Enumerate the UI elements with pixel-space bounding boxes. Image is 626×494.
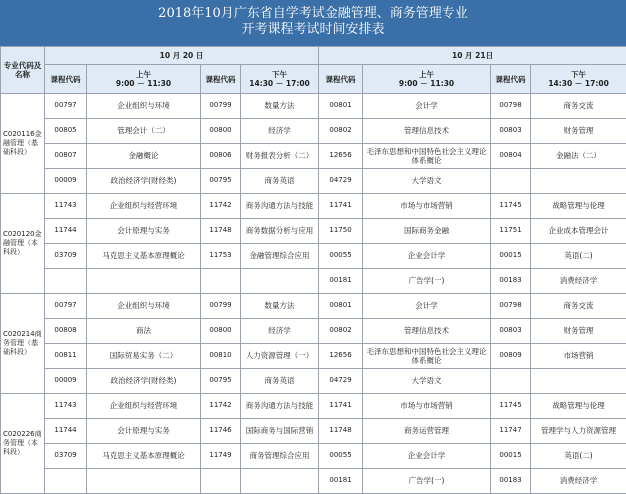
code-header: 课程代码 <box>491 65 531 94</box>
course-code: 11751 <box>491 218 531 243</box>
course-code: 00795 <box>201 368 241 393</box>
course-code: 11747 <box>491 418 531 443</box>
course-code: 00799 <box>201 93 241 118</box>
date-header-2: 10 月 21日 <box>319 47 626 65</box>
course-name: 战略管理与伦理 <box>531 193 626 218</box>
course-name: 企业成本管理会计 <box>531 218 626 243</box>
course-code: 11753 <box>201 243 241 268</box>
course-code: 00801 <box>319 93 363 118</box>
course-code: 12656 <box>319 343 363 368</box>
course-name: 财务报表分析（二） <box>241 143 319 168</box>
course-code: 00798 <box>491 293 531 318</box>
course-name: 会计原理与实务 <box>87 418 201 443</box>
course-code: 00015 <box>491 443 531 468</box>
course-name: 财务管理 <box>531 118 626 143</box>
course-code: 00055 <box>319 243 363 268</box>
table-row <box>1 243 626 268</box>
course-code: 00798 <box>491 93 531 118</box>
course-name: 管理信息技术 <box>363 318 491 343</box>
table-row <box>1 468 626 493</box>
course-code: 00800 <box>201 118 241 143</box>
course-name: 管理学与人力资源管理 <box>531 418 626 443</box>
course-name: 商务沟通方法与技能 <box>241 393 319 418</box>
course-code: 00181 <box>319 468 363 493</box>
course-code: 12656 <box>319 143 363 168</box>
table-row <box>1 218 626 243</box>
course-code: 00799 <box>201 293 241 318</box>
course-code <box>491 368 531 393</box>
course-name: 广告学(一) <box>363 268 491 293</box>
course-name <box>87 468 201 493</box>
course-code: 11750 <box>319 218 363 243</box>
course-code: 00809 <box>491 343 531 368</box>
course-code: 11748 <box>319 418 363 443</box>
course-code: 04729 <box>319 168 363 193</box>
table-row <box>1 343 626 368</box>
course-code: 11745 <box>491 193 531 218</box>
course-name: 人力资源管理（一） <box>241 343 319 368</box>
course-name: 国际商务与国际营销 <box>241 418 319 443</box>
course-name: 商务交流 <box>531 293 626 318</box>
course-name <box>87 268 201 293</box>
course-code: 00797 <box>45 293 87 318</box>
course-code: 00810 <box>201 343 241 368</box>
course-name: 经济学 <box>241 318 319 343</box>
course-name: 管理信息技术 <box>363 118 491 143</box>
course-name: 会计学 <box>363 93 491 118</box>
table-row <box>1 443 626 468</box>
course-code <box>491 168 531 193</box>
course-name: 商务英语 <box>241 168 319 193</box>
major-name: C020116金融管理（基础科段） <box>1 93 45 193</box>
course-code: 11744 <box>45 218 87 243</box>
course-code: 00802 <box>319 118 363 143</box>
course-name <box>241 468 319 493</box>
course-code: 00806 <box>201 143 241 168</box>
course-code: 00183 <box>491 468 531 493</box>
course-code: 00015 <box>491 243 531 268</box>
course-code: 11742 <box>201 193 241 218</box>
table-row <box>1 418 626 443</box>
course-name: 消费经济学 <box>531 468 626 493</box>
course-name: 会计学 <box>363 293 491 318</box>
table-row <box>1 193 626 218</box>
course-name: 企业会计学 <box>363 443 491 468</box>
course-name: 数量方法 <box>241 93 319 118</box>
date-header-1: 10 月 20 日 <box>45 47 319 65</box>
course-code: 00802 <box>319 318 363 343</box>
pm-header: 下午 14:30 － 17:00 <box>531 65 626 94</box>
course-name: 战略管理与伦理 <box>531 393 626 418</box>
course-name: 毛泽东思想和中国特色社会主义理论体系概论 <box>363 343 491 368</box>
course-code: 00800 <box>201 318 241 343</box>
course-code: 00009 <box>45 168 87 193</box>
course-name: 马克思主义基本原理概论 <box>87 243 201 268</box>
course-code: 00055 <box>319 443 363 468</box>
course-code: 00811 <box>45 343 87 368</box>
course-code: 11742 <box>201 393 241 418</box>
table-row <box>1 93 626 118</box>
exam-schedule-table <box>0 46 626 494</box>
course-code: 11749 <box>201 443 241 468</box>
course-code: 00807 <box>45 143 87 168</box>
major-name: C020120金融管理（本科段） <box>1 193 45 293</box>
course-code: 00183 <box>491 268 531 293</box>
course-code: 00808 <box>45 318 87 343</box>
course-name: 企业组织与环境 <box>87 93 201 118</box>
course-name: 政治经济学(财经类) <box>87 168 201 193</box>
course-name: 消费经济学 <box>531 268 626 293</box>
title-line-1: 2018年10月广东省自学考试金融管理、商务管理专业 <box>158 6 468 21</box>
course-code <box>201 468 241 493</box>
course-name: 金融管理综合应用 <box>241 243 319 268</box>
course-name: 市场与市场营销 <box>363 393 491 418</box>
course-code: 11744 <box>45 418 87 443</box>
course-name: 大学语文 <box>363 368 491 393</box>
course-name: 企业会计学 <box>363 243 491 268</box>
course-code <box>45 468 87 493</box>
am-header: 上午 9:00 － 11:30 <box>363 65 491 94</box>
course-name: 商务数据分析与应用 <box>241 218 319 243</box>
course-name: 商法 <box>87 318 201 343</box>
course-name: 财务管理 <box>531 318 626 343</box>
course-name <box>241 268 319 293</box>
course-code: 11741 <box>319 393 363 418</box>
course-code: 11743 <box>45 193 87 218</box>
course-code: 03709 <box>45 243 87 268</box>
code-header: 课程代码 <box>201 65 241 94</box>
pm-header: 下午 14:30 － 17:00 <box>241 65 319 94</box>
course-name: 商务英语 <box>241 368 319 393</box>
course-name: 英语(二) <box>531 243 626 268</box>
course-name: 数量方法 <box>241 293 319 318</box>
title-bar <box>0 0 626 46</box>
table-row <box>1 168 626 193</box>
course-code: 11743 <box>45 393 87 418</box>
course-name: 商务沟通方法与技能 <box>241 193 319 218</box>
course-name: 企业组织与经营环境 <box>87 193 201 218</box>
course-name: 商务运营管理 <box>363 418 491 443</box>
course-code: 00803 <box>491 118 531 143</box>
course-code: 00795 <box>201 168 241 193</box>
course-name: 经济学 <box>241 118 319 143</box>
course-code: 00805 <box>45 118 87 143</box>
table-row <box>1 143 626 168</box>
course-name: 英语(二) <box>531 443 626 468</box>
course-code: 11746 <box>201 418 241 443</box>
table-row <box>1 318 626 343</box>
course-name: 金融法（二） <box>531 143 626 168</box>
course-code <box>45 268 87 293</box>
course-name: 商务交流 <box>531 93 626 118</box>
course-code: 03709 <box>45 443 87 468</box>
course-name: 马克思主义基本原理概论 <box>87 443 201 468</box>
course-code: 11745 <box>491 393 531 418</box>
course-name: 国际贸易实务（二） <box>87 343 201 368</box>
course-name: 毛泽东思想和中国特色社会主义理论体系概论 <box>363 143 491 168</box>
course-name: 大学语文 <box>363 168 491 193</box>
course-name: 商务管理综合应用 <box>241 443 319 468</box>
course-name: 会计原理与实务 <box>87 218 201 243</box>
course-name: 管理会计（二） <box>87 118 201 143</box>
course-name: 广告学(一) <box>363 468 491 493</box>
course-name: 企业组织与环境 <box>87 293 201 318</box>
title-line-2: 开考课程考试时间安排表 <box>241 22 385 37</box>
course-code <box>201 268 241 293</box>
am-header: 上午 9:00 － 11:30 <box>87 65 201 94</box>
course-code: 00797 <box>45 93 87 118</box>
table-row <box>1 118 626 143</box>
course-name <box>531 368 626 393</box>
course-code: 00009 <box>45 368 87 393</box>
code-header: 课程代码 <box>319 65 363 94</box>
course-name: 市场营销 <box>531 343 626 368</box>
course-name <box>531 168 626 193</box>
major-name: C020214商务管理（基础科段） <box>1 293 45 393</box>
course-code: 04729 <box>319 368 363 393</box>
course-code: 00801 <box>319 293 363 318</box>
course-code: 11748 <box>201 218 241 243</box>
course-name: 市场与市场营销 <box>363 193 491 218</box>
course-code: 00804 <box>491 143 531 168</box>
course-code: 00803 <box>491 318 531 343</box>
code-header: 课程代码 <box>45 65 87 94</box>
table-row <box>1 368 626 393</box>
major-name: C020226商务管理（本科段） <box>1 393 45 493</box>
course-name: 国际商务金融 <box>363 218 491 243</box>
course-name: 政治经济学(财经类) <box>87 368 201 393</box>
table-row <box>1 293 626 318</box>
course-code: 00181 <box>319 268 363 293</box>
major-header: 专业代码及名称 <box>1 47 45 94</box>
course-name: 金融概论 <box>87 143 201 168</box>
course-name: 企业组织与经营环境 <box>87 393 201 418</box>
table-row <box>1 393 626 418</box>
course-code: 11741 <box>319 193 363 218</box>
table-row <box>1 268 626 293</box>
